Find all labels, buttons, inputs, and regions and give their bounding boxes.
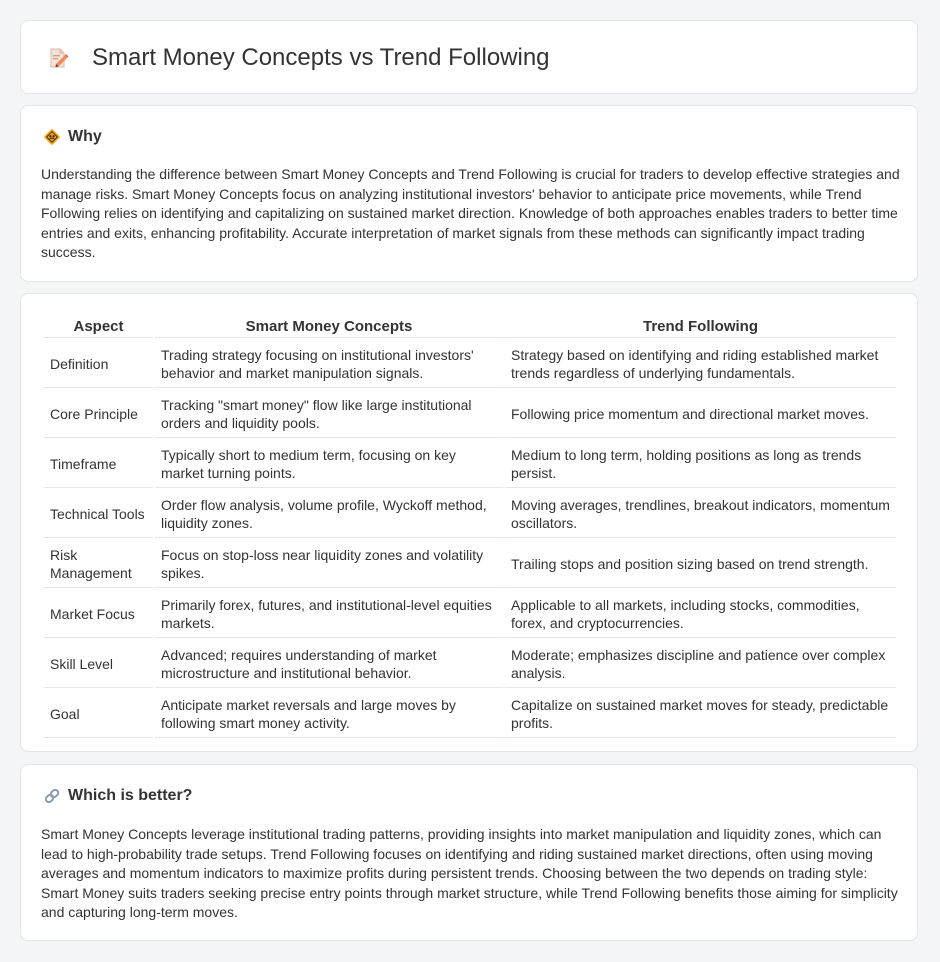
why-section [20, 105, 918, 282]
table-row [44, 540, 896, 588]
smart-money-cell: Order flow analysis, volume profile, Wyckoff method, liquidity zones. [155, 490, 503, 538]
table-row [44, 440, 896, 488]
which-is-better-section [20, 764, 918, 941]
table-row [44, 590, 896, 638]
smart-money-cell: Trading strategy focusing on institutional investors' behavior and market manipulation signals. [155, 340, 503, 388]
trend-following-cell: Moving averages, trendlines, breakout indicators, momentum oscillators. [505, 490, 896, 538]
aspect-cell: Core Principle [44, 390, 153, 438]
aspect-cell: Definition [44, 340, 153, 388]
column-header-trend-following: Trend Following [505, 315, 896, 338]
trend-following-cell: Following price momentum and directional market moves. [505, 390, 896, 438]
comparison-table-card [20, 293, 918, 752]
table-row [44, 340, 896, 388]
which-text: Smart Money Concepts leverage institutional trading patterns, providing insights into market manipulation and liquidity zones, which can lead to high-probability trade setups. Trend Following focuses on identifying and riding sustained market directions, often using moving averages and momentum indicators to maximize profits during persistent trends. Choosing between the two depends on trading style: Smart Money suits traders seeking precise entry points through market structure, while Trend Following benefits those aiming for simplicity and capturing long-term moves. [41, 826, 898, 920]
why-title: Why [68, 128, 102, 145]
why-heading [43, 127, 102, 147]
page-title: Smart Money Concepts vs Trend Following [92, 44, 550, 71]
smart-money-cell: Advanced; requires understanding of market microstructure and institutional behavior. [155, 640, 503, 688]
smart-money-cell: Primarily forex, futures, and institutional-level equities markets. [155, 590, 503, 638]
trend-following-cell: Strategy based on identifying and riding established market trends regardless of underlying fundamentals. [505, 340, 896, 388]
aspect-cell: Market Focus [44, 590, 153, 638]
why-text: Understanding the difference between Smart Money Concepts and Trend Following is crucial for traders to develop effective strategies and manage risks. Smart Money Concepts focus on analyzing institutional investors' behavior to anticipate price movements, while Trend Following relies on identifying and capitalizing on sustained market direction. Knowledge of both approaches enables traders to better time entries and exits, enhancing profitability. Accurate interpretation of market signals from these methods can significantly impact trading success. [41, 166, 900, 260]
table-row [44, 390, 896, 438]
table-row [44, 690, 896, 738]
trend-following-cell: Medium to long term, holding positions as long as trends persist. [505, 440, 896, 488]
aspect-cell: Skill Level [44, 640, 153, 688]
link-icon [43, 787, 61, 805]
smart-money-cell: Typically short to medium term, focusing on key market turning points. [155, 440, 503, 488]
smart-money-cell: Focus on stop-loss near liquidity zones and volatility spikes. [155, 540, 503, 588]
column-header-aspect: Aspect [44, 315, 153, 338]
smart-money-cell: Tracking "smart money" flow like large institutional orders and liquidity pools. [155, 390, 503, 438]
trend-following-cell: Applicable to all markets, including stocks, commodities, forex, and cryptocurrencies. [505, 590, 896, 638]
aspect-cell: Technical Tools [44, 490, 153, 538]
aspect-cell: Goal [44, 690, 153, 738]
warning-sign-icon [43, 128, 61, 146]
document-edit-icon [47, 47, 69, 69]
trend-following-cell: Trailing stops and position sizing based on trend strength. [505, 540, 896, 588]
aspect-cell: Timeframe [44, 440, 153, 488]
aspect-cell: Risk Management [44, 540, 153, 588]
table-header-row [44, 315, 896, 338]
comparison-table [42, 313, 898, 740]
table-row [44, 640, 896, 688]
which-heading [43, 786, 192, 806]
trend-following-cell: Moderate; emphasizes discipline and patience over complex analysis. [505, 640, 896, 688]
table-row [44, 490, 896, 538]
trend-following-cell: Capitalize on sustained market moves for steady, predictable profits. [505, 690, 896, 738]
column-header-smart-money: Smart Money Concepts [155, 315, 503, 338]
header-card [20, 20, 918, 94]
smart-money-cell: Anticipate market reversals and large moves by following smart money activity. [155, 690, 503, 738]
which-title: Which is better? [68, 787, 193, 804]
